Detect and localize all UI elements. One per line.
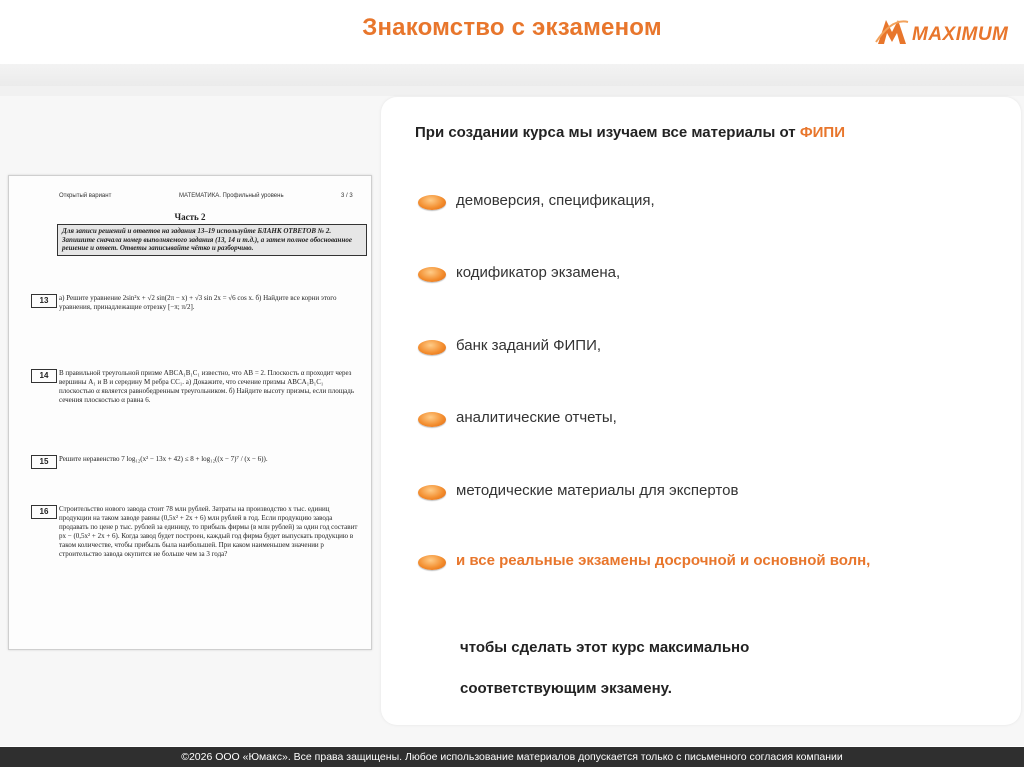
list-item-label: демоверсия, спецификация, [456,192,655,209]
orange-oval-bullet-icon [418,412,446,427]
orange-oval-bullet-icon [418,340,446,355]
list-item [418,337,1018,361]
task-text: а) Решите уравнение 2sin²x + √2 sin(2π − x) + √3 sin 2x = √6 cos x. б) Найдите все корни этого уравнения, принадлежащие отрезку [−π; π/2]. [59,294,337,311]
task-number: 16 [31,505,57,519]
conclusion-line-1: чтобы сделать этот курс максимально [460,639,750,656]
copyright-footer: ©2026 ООО «Юмакс». Все права защищены. Любое использование материалов допускается только с письменного согласия компании [0,747,1024,767]
list-item [418,264,1018,288]
document-header-left: Открытый вариант [59,193,112,199]
list-item [418,192,1018,216]
list-item [418,409,1018,433]
header-divider [0,64,1024,86]
orange-oval-bullet-icon [418,267,446,282]
maximum-logo [874,12,1014,52]
header-divider-lower [0,86,1024,96]
intro-text [415,124,845,141]
intro-highlight: ФИПИ [799,124,845,141]
task-text: Решите неравенство 7 log₁₂(x² − 13x + 42) ≤ 8 + log₁₂((x − 7)⁷ / (x − 6)). [59,455,268,463]
list-item-label: методические материалы для экспертов [456,482,739,499]
task-text: Строительство нового завода стоит 78 млн рублей. Затраты на производство x тыс. единиц продукции на таком заводе равны (0,5x² + 2x + 6) млн рублей в год. Если продукцию завода продавать по цене p тыс. рублей за единицу, то прибыль фирмы (в млн рублей) за один год составит px − (0,5x² + 2x + 6). Когда завод будет построен, каждый год фирма будет выпускать продукцию в таком количестве, чтобы прибыль была наибольшей. При каком наименьшем значении p строительство завода окупится не больше чем за 3 года? [59,505,358,558]
slide-title: Знакомство с экзаменом [362,14,662,41]
list-item-label: аналитические отчеты, [456,409,617,426]
list-item [418,552,1018,576]
list-item-label-accent: и все реальные экзамены досрочной и основной волн, [456,552,871,569]
task-text: В правильной треугольной призме ABCA₁B₁C₁ известно, что AB = 2. Плоскость α проходит через вершины A₁ и B и середину M ребра CC₁. а) Докажите, что сечение призмы ABCA₁B₁C₁ плоскостью α является равнобедренным треугольником. б) Найдите высоту призмы, если площадь сечения плоскостью α равна 6. [59,369,355,404]
document-header-center: МАТЕМАТИКА. Профильный уровень [179,193,284,199]
orange-oval-bullet-icon [418,195,446,210]
conclusion-line-2: соответствующим экзамену. [460,680,672,697]
list-item-label: банк заданий ФИПИ, [456,337,602,354]
list-item [418,482,1018,506]
orange-oval-bullet-icon [418,555,446,570]
task-number: 14 [31,369,57,383]
document-instructions: Для записи решений и ответов на задания 13–19 используйте БЛАНК ОТВЕТОВ № 2. Запишите сначала номер выполняемого задания (13, 14 и т.д.), а затем полное обоснованное решение и ответ. Ответы записывайте чётко и разборчиво. [57,224,367,256]
intro-main: При создании курса мы изучаем все материалы от [415,124,800,141]
list-item-label: кодификатор экзамена, [456,264,621,281]
document-part-title: Часть 2 [174,212,206,222]
logo-text: MAXIMUM [912,24,1009,45]
slide-header [0,0,1024,64]
maximum-logo-icon [874,14,910,50]
orange-oval-bullet-icon [418,485,446,500]
task-number: 13 [31,294,57,308]
task-number: 15 [31,455,57,469]
document-header-right: 3 / 3 [341,193,353,199]
exam-document-image [8,175,372,650]
